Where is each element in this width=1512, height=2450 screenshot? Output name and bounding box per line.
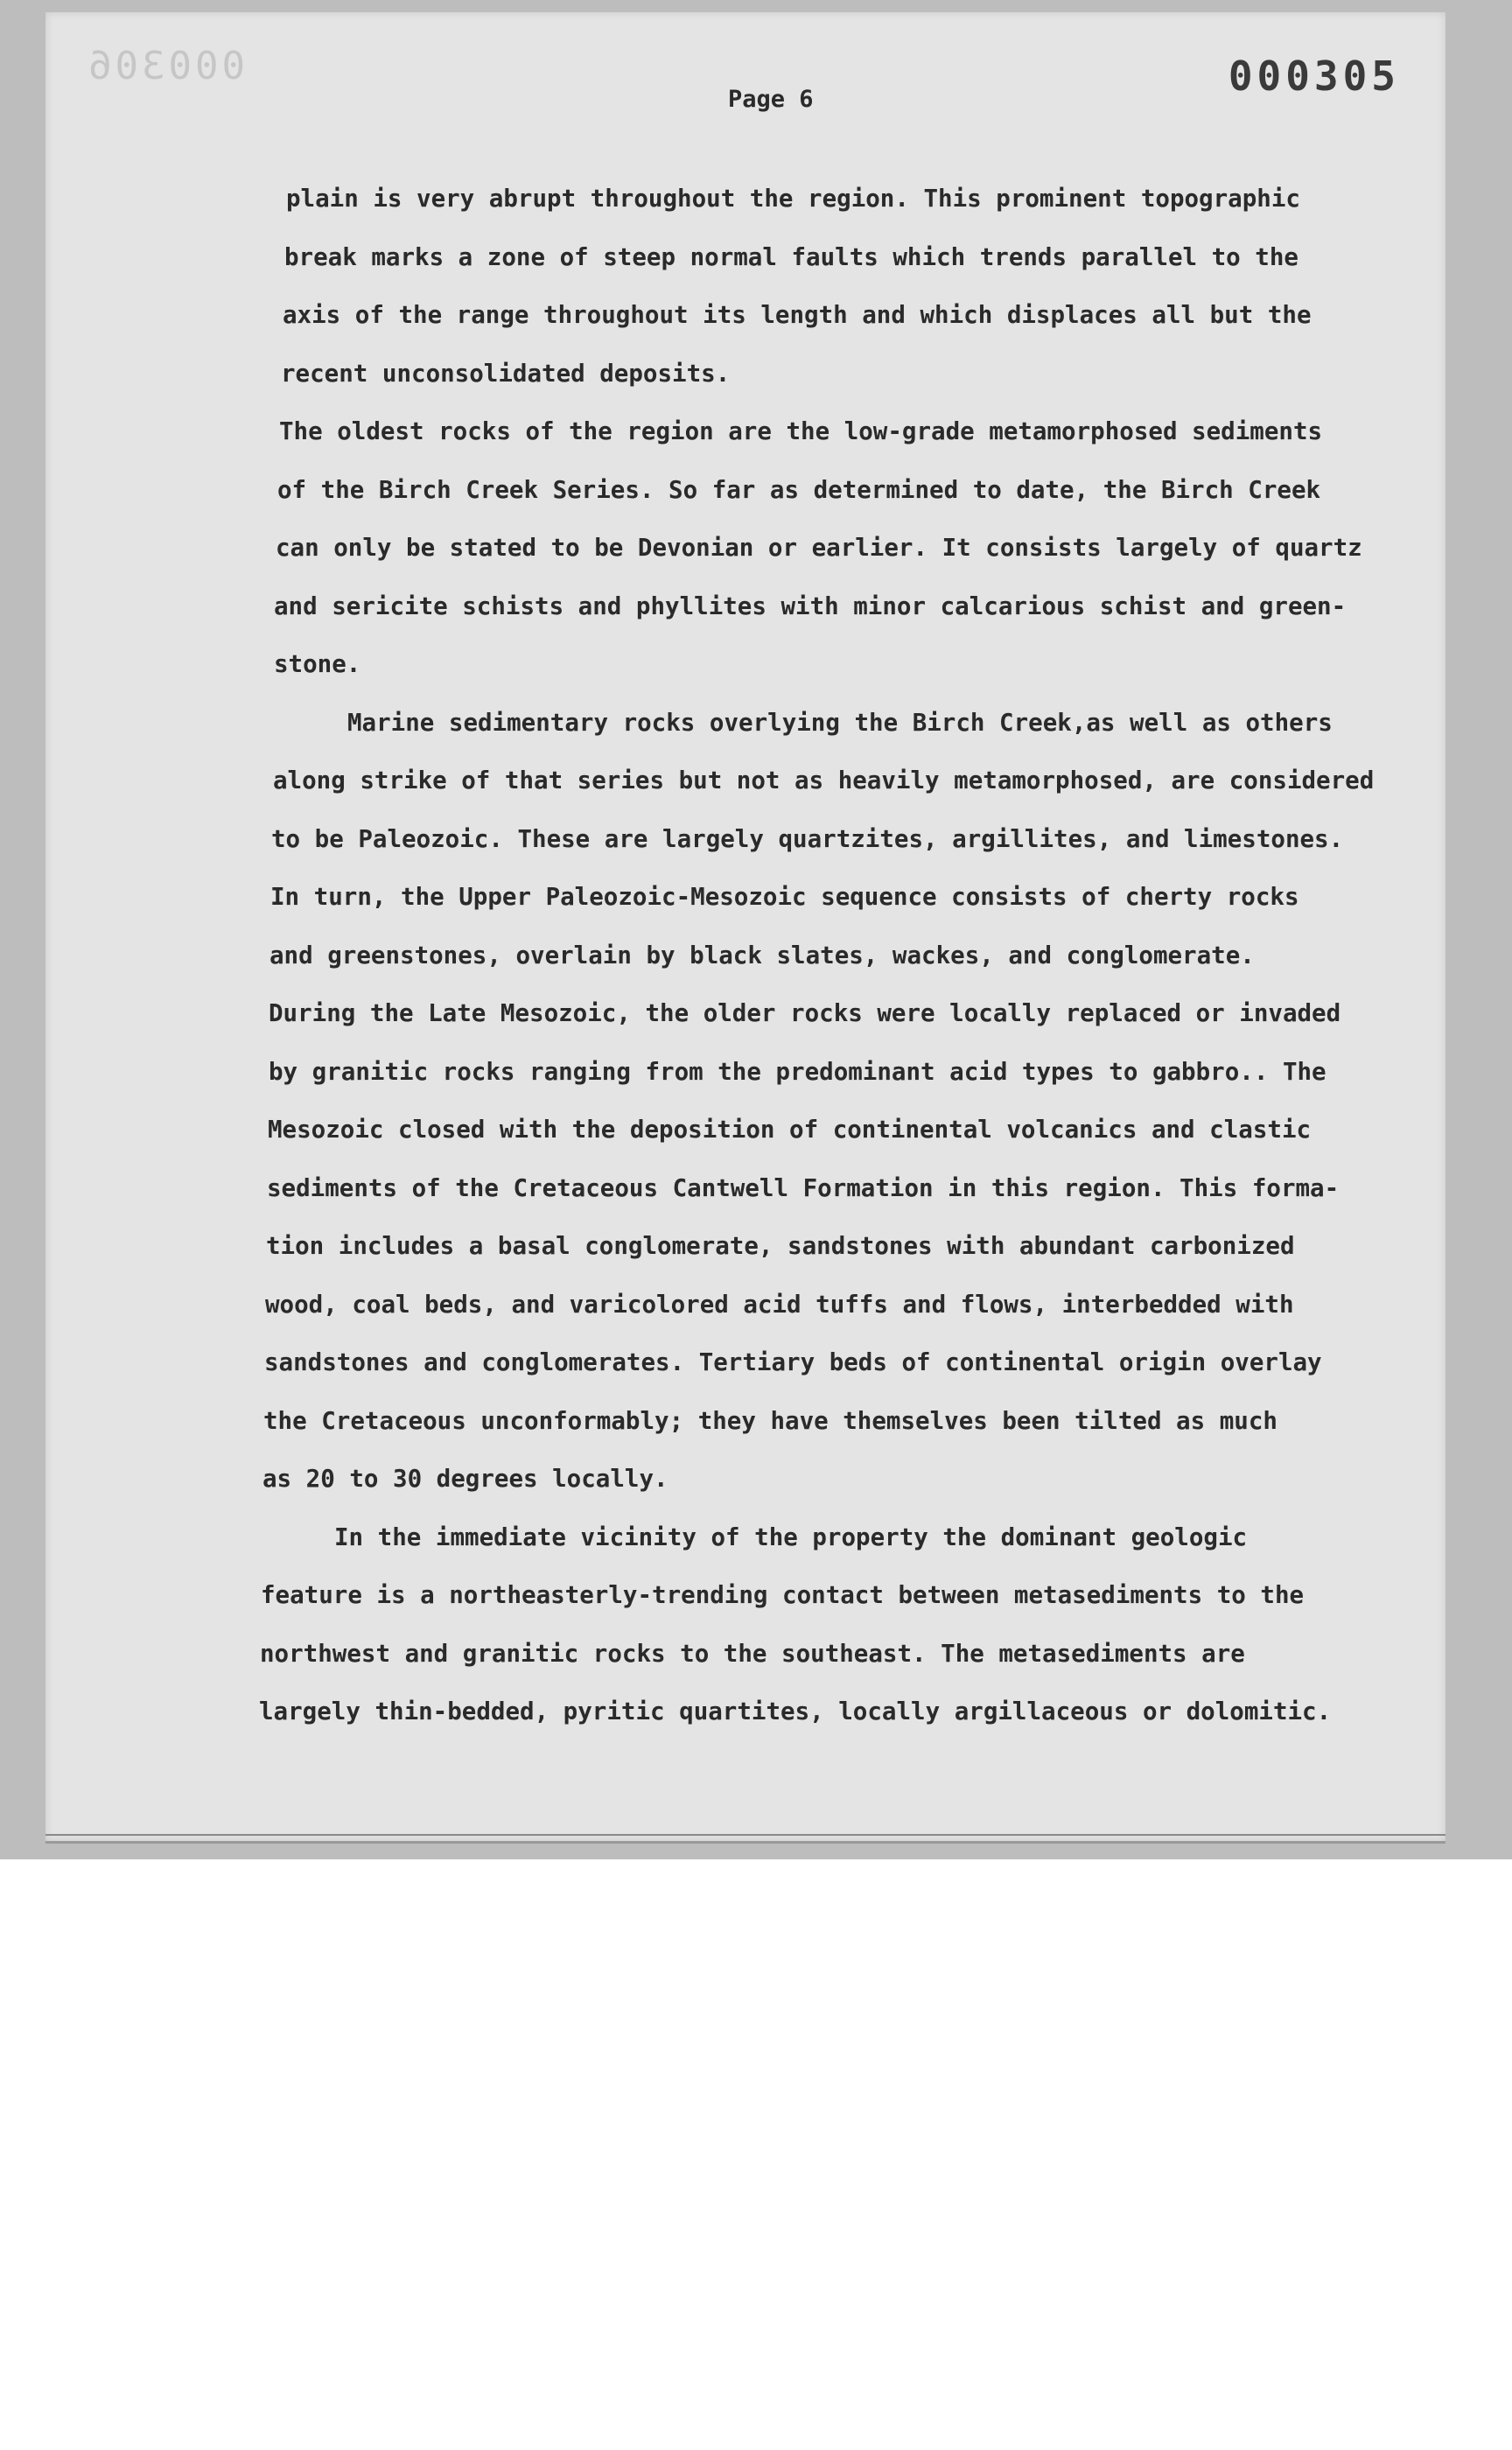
text-line: by granitic rocks ranging from the predominant acid types to gabbro.. The [269, 1057, 1326, 1086]
text-line: wood, coal beds, and varicolored acid tuffs and flows, interbedded with [265, 1290, 1294, 1319]
text-line: Mesozoic closed with the deposition of continental volcanics and clastic [268, 1116, 1312, 1144]
page-title: Page 6 [728, 86, 814, 113]
text-line: sediments of the Cretaceous Cantwell Formation in this region. This forma- [267, 1173, 1340, 1202]
text-line: Marine sedimentary rocks overlying the Birch Creek,as well as others [347, 708, 1333, 737]
text-line: northwest and granitic rocks to the southeast. The metasediments are [260, 1639, 1245, 1668]
text-line: the Cretaceous unconformably; they have themselves been tilted as much [263, 1406, 1278, 1435]
text-line: feature is a northeasterly-trending contact between metasediments to the [261, 1581, 1305, 1609]
paragraph [212, 1508, 1415, 1741]
text-line: can only be stated to be Devonian or earlier. It consists largely of quartz [276, 534, 1362, 562]
paragraph [212, 170, 1415, 402]
text-line: break marks a zone of steep normal faults which trends parallel to the [284, 242, 1298, 271]
text-line: of the Birch Creek Series. So far as determined to date, the Birch Creek [277, 475, 1321, 504]
text-line: stone. [274, 650, 361, 678]
typewritten-page [46, 12, 1446, 1844]
text-line: sandstones and conglomerates. Tertiary beds of continental origin overlay [264, 1348, 1322, 1376]
text-line: along strike of that series but not as heavily metamorphosed, are considered [273, 766, 1375, 794]
bleed-through-number: 000306 [85, 44, 245, 88]
text-line: In the immediate vicinity of the property the dominant geologic [334, 1522, 1248, 1551]
text-line: largely thin-bedded, pyritic quartites, locally argillaceous or dolomitic. [259, 1698, 1332, 1726]
text-line: tion includes a basal conglomerate, sandstones with abundant carbonized [266, 1232, 1295, 1260]
text-line: axis of the range throughout its length and which displaces all but the [283, 301, 1312, 329]
text-line: recent unconsolidated deposits. [281, 359, 731, 388]
text-line: and greenstones, overlain by black slates, wackes, and conglomerate. [270, 941, 1255, 970]
text-line: In turn, the Upper Paleozoic-Mesozoic sequence consists of cherty rocks [270, 883, 1299, 911]
text-line: as 20 to 30 degrees locally. [262, 1465, 668, 1493]
paragraph [212, 402, 1415, 694]
body-text [212, 170, 1415, 1741]
text-line: to be Paleozoic. These are largely quartzites, argillites, and limestones. [271, 824, 1344, 853]
text-line: During the Late Mesozoic, the older rocks were locally replaced or invaded [269, 999, 1341, 1027]
text-line: plain is very abrupt throughout the region. This prominent topographic [286, 185, 1300, 213]
paragraph [212, 694, 1415, 1508]
text-line: and sericite schists and phyllites with minor calcarious schist and green- [274, 592, 1347, 620]
page-edge-divider [46, 1834, 1446, 1836]
text-line: The oldest rocks of the region are the low-grade metamorphosed sediments [279, 417, 1323, 445]
document-number: 000305 [1228, 52, 1400, 100]
